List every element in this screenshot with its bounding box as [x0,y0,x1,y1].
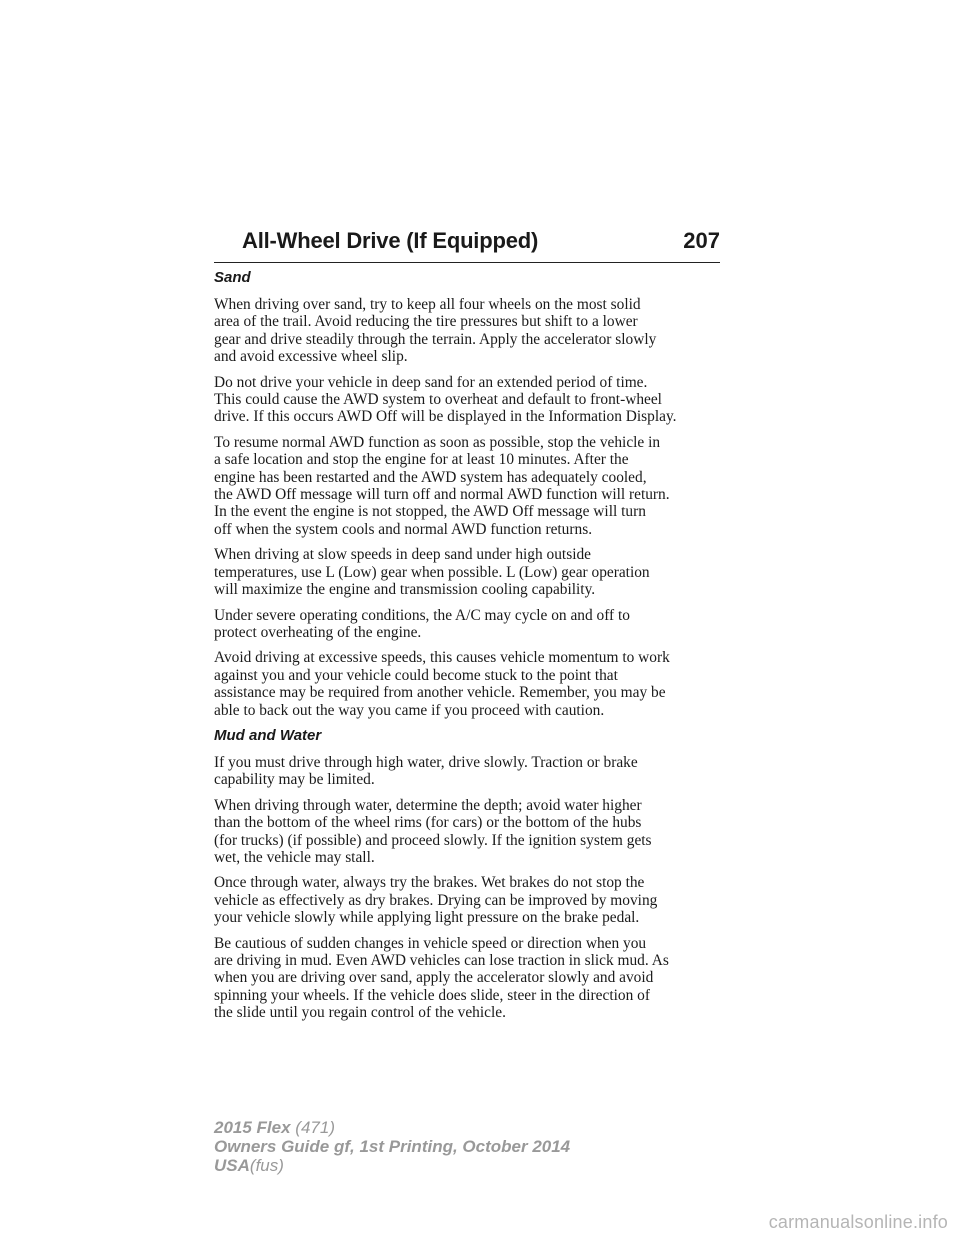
paragraph-line: temperatures, use L (Low) gear when possible. L (Low) gear operation [214,563,650,581]
paragraph-line: will maximize the engine and transmission cooling capability. [214,581,596,599]
paragraph-line: when you are driving over sand, apply the accelerator slowly and avoid [214,969,654,987]
paragraph-line: than the bottom of the wheel rims (for cars) or the bottom of the hubs [214,814,642,832]
paragraph-line: a safe location and stop the engine for at least 10 minutes. After the [214,451,629,469]
paragraph-line: capability may be limited. [214,771,375,789]
footer-line-2 [214,1137,570,1156]
paragraph-line: This could cause the AWD system to overheat and default to front-wheel [214,391,662,409]
paragraph [214,649,724,719]
paragraph-line: assistance may be required from another vehicle. Remember, you may be [214,684,666,702]
paragraph-line: Be cautious of sudden changes in vehicle speed or direction when you [214,934,647,952]
paragraph [214,374,724,426]
paragraph [214,607,724,642]
paragraph-line: When driving over sand, try to keep all four wheels on the most solid [214,296,641,313]
paragraph-line: protect overheating of the engine. [214,623,422,641]
section-heading: Mud and Water [214,726,322,744]
paragraph-line: your vehicle slowly while applying light pressure on the brake pedal. [214,909,640,927]
footer-model: 2015 Flex [214,1118,291,1137]
footer-code: (471) [295,1118,335,1137]
paragraph-line: the slide until you regain control of the vehicle. [214,1004,506,1022]
paragraph-line: gear and drive steadily through the terrain. Apply the accelerator slowly [214,330,657,348]
footer-market: USA [214,1156,250,1175]
paragraph [214,797,724,867]
paragraph-line: against you and your vehicle could become stuck to the point that [214,666,618,684]
paragraph-line: spinning your wheels. If the vehicle does slide, steer in the direction of [214,986,650,1004]
paragraph-line: drive. If this occurs AWD Off will be displayed in the Information Display. [214,408,677,426]
watermark: carmanualsonline.info [768,1212,948,1232]
footer-market-code: (fus) [249,1156,284,1175]
page-number: 207 [683,228,720,253]
paragraph-line: If you must drive through high water, drive slowly. Traction or brake [214,753,638,771]
paragraph-line: To resume normal AWD function as soon as possible, stop the vehicle in [214,433,661,451]
paragraph [214,434,724,538]
paragraph-line: In the event the engine is not stopped, the AWD Off message will turn [214,503,646,521]
paragraph-line: and avoid excessive wheel slip. [214,348,408,366]
paragraph-line: area of the trail. Avoid reducing the tire pressures but shift to a lower [214,313,638,331]
paragraph [214,296,724,366]
paragraph-line: Once through water, always try the brakes. Wet brakes do not stop the [214,874,645,892]
page-title: All-Wheel Drive (If Equipped) [242,228,539,253]
footer-line-1 [214,1118,570,1137]
footer-line-3 [214,1156,570,1175]
paragraph-line: When driving through water, determine the depth; avoid water higher [214,796,642,814]
paragraph-line: When driving at slow speeds in deep sand under high outside [214,546,591,564]
paragraph-line: are driving in mud. Even AWD vehicles can lose traction in slick mud. As [214,952,669,969]
paragraph-line: vehicle as effectively as dry brakes. Drying can be improved by moving [214,891,658,909]
section-heading: Sand [214,269,251,286]
paragraph-line: Do not drive your vehicle in deep sand for an extended period of time. [214,373,648,391]
footer [214,1118,570,1175]
paragraph-line: able to back out the way you came if you proceed with caution. [214,701,605,719]
paragraph-line: Under severe operating conditions, the A/C may cycle on and off to [214,606,631,624]
paragraph [214,546,724,598]
paragraph-line: wet, the vehicle may stall. [214,848,375,866]
paragraph-line: Avoid driving at excessive speeds, this causes vehicle momentum to work [214,649,670,667]
footer-printing: Owners Guide gf, 1st Printing, October 2014 [214,1137,571,1156]
paragraph-line: off when the system cools and normal AWD function returns. [214,520,593,538]
paragraph-line: (for trucks) (if possible) and proceed slowly. If the ignition system gets [214,831,652,849]
paragraph [214,874,724,926]
page-header [214,222,720,263]
paragraph-line: the AWD Off message will turn off and normal AWD function will return. [214,486,670,504]
paragraph-line: engine has been restarted and the AWD system has adequately cooled, [214,468,647,486]
main-content [214,269,724,1030]
paragraph [214,754,724,789]
paragraph [214,935,724,1022]
